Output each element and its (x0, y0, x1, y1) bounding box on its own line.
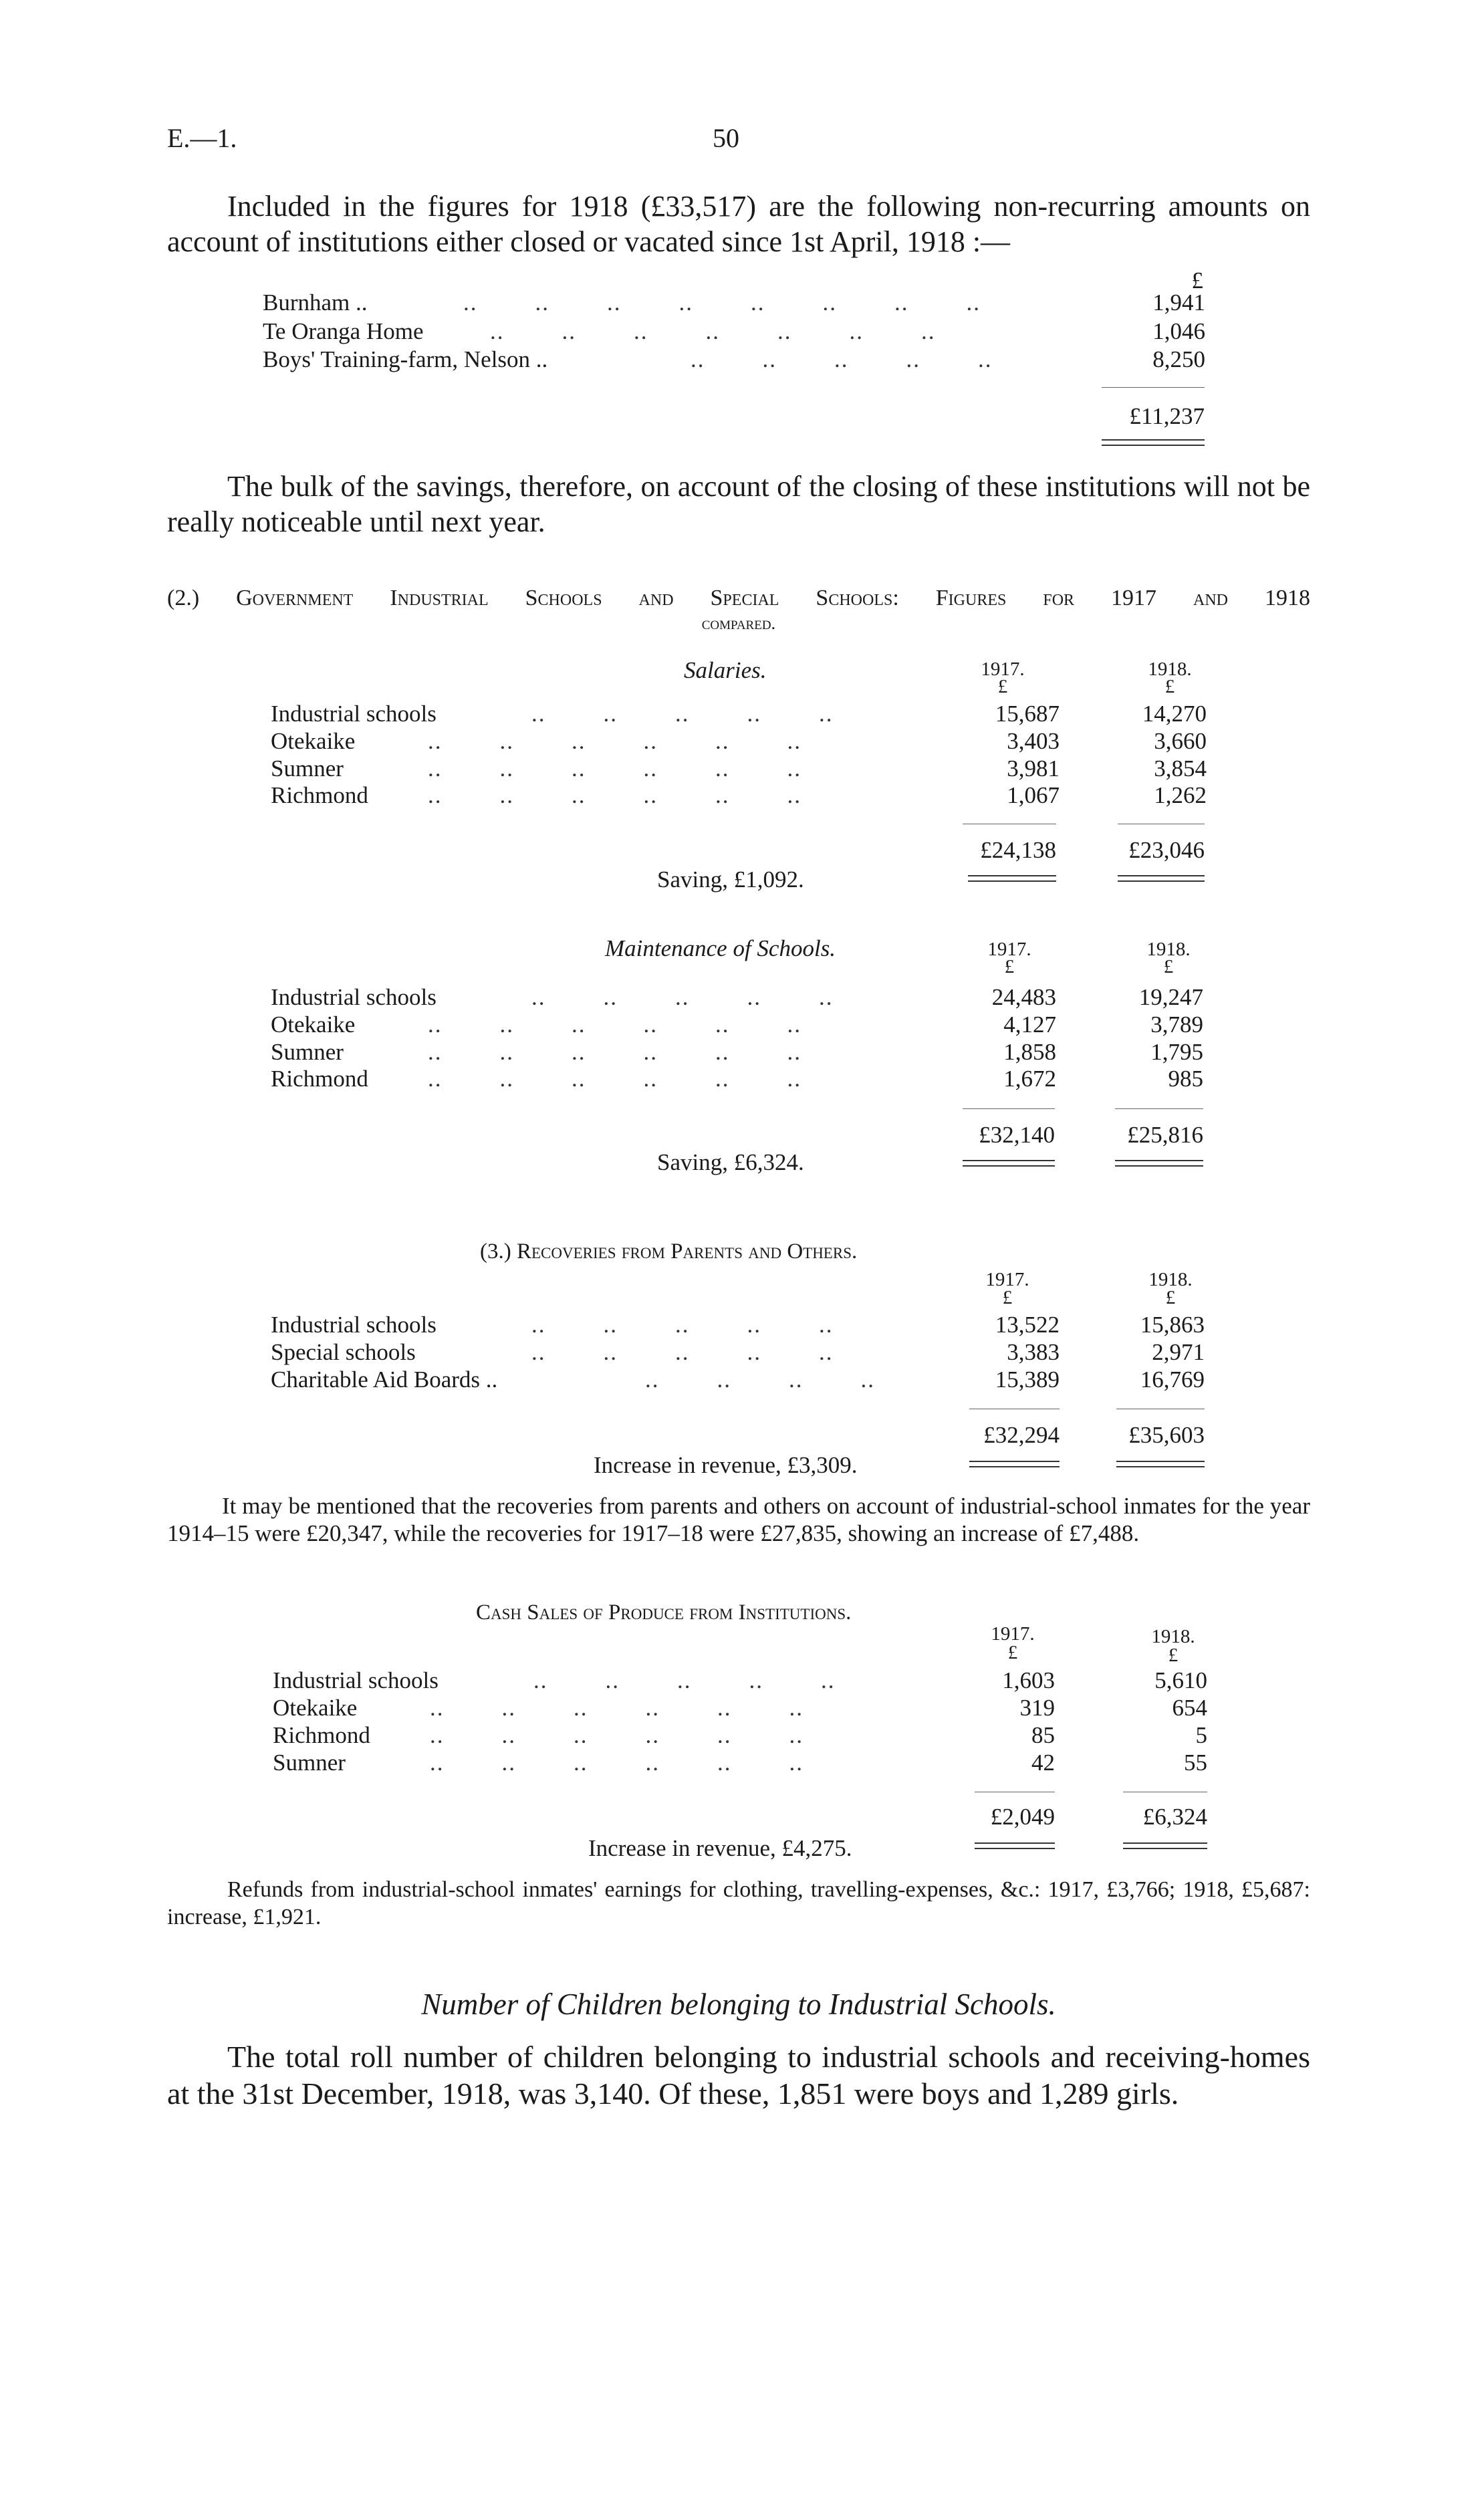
page-number: 50 (713, 123, 739, 153)
salaries-row: Otekaike .. .. .. .. .. .. 3,403 3,660 (271, 728, 1207, 754)
document-reference: E.—1. (167, 123, 237, 153)
maintenance-row: Otekaike .. .. .. .. .. .. 4,127 3,789 (271, 1011, 1203, 1038)
value-1917: 1,858 (1003, 1039, 1056, 1065)
value-1917: 3,403 (1007, 728, 1060, 754)
value-1917: 319 (1019, 1695, 1055, 1721)
row-label: Special schools (271, 1339, 416, 1365)
row-value: 1,941 (1152, 289, 1205, 316)
nonrecurring-row: Burnham .. .. .. .. .. .. .. .. .. 1,941 (263, 289, 1205, 316)
value-1918: 19,247 (1138, 984, 1203, 1010)
maintenance-row: Richmond .. .. .. .. .. .. 1,672 985 (271, 1066, 1203, 1092)
value-1917: 13,522 (995, 1312, 1060, 1338)
double-rule (975, 1842, 1055, 1849)
value-1917: 1,672 (1003, 1066, 1056, 1092)
value-1918: 3,660 (1154, 728, 1207, 754)
value-1917: 85 (1031, 1722, 1055, 1748)
maintenance-row: Sumner .. .. .. .. .. .. 1,858 1,795 (271, 1039, 1203, 1065)
maintenance-row: Industrial schools .. .. .. .. .. 24,483 19,247 (271, 984, 1203, 1010)
row-label: Richmond (273, 1722, 370, 1748)
value-1918: 1,795 (1150, 1039, 1203, 1065)
row-label: Sumner (271, 755, 344, 782)
salaries-total-1917: £24,138 (980, 837, 1056, 863)
value-1917: 3,383 (1007, 1339, 1060, 1365)
value-1917: 15,687 (995, 701, 1060, 727)
cur-1917: £ (997, 676, 1008, 697)
double-rule (963, 1160, 1055, 1167)
row-label: Industrial schools (271, 984, 437, 1010)
row-label: Richmond (271, 782, 368, 808)
cash-sales-total-1918: £6,324 (1142, 1804, 1207, 1830)
salaries-heading: Salaries. (684, 657, 767, 683)
col-1917: 1917. (985, 1269, 1029, 1290)
section3-title: (3.) Recoveries from Parents and Others. (480, 1239, 858, 1264)
value-1917: 3,981 (1007, 755, 1060, 782)
value-1918: 3,789 (1150, 1011, 1203, 1038)
maintenance-heading: Maintenance of Schools. (605, 935, 836, 961)
row-label: Industrial schools (273, 1667, 439, 1693)
double-rule (1118, 875, 1205, 882)
col-1917: 1917. (987, 939, 1031, 960)
row-label: Te Oranga Home (263, 318, 424, 344)
nonrecurring-row: Te Oranga Home .. .. .. .. .. .. .. 1,046 (263, 318, 1205, 344)
col-1918: 1918. (1148, 1269, 1193, 1290)
divider (1115, 1108, 1203, 1109)
cash-sales-row: Otekaike .. .. .. .. .. .. 319 654 (273, 1695, 1207, 1721)
cur-1917: £ (1002, 1287, 1013, 1308)
value-1918: 55 (1184, 1750, 1207, 1776)
row-label: Boys' Training-farm, Nelson .. (263, 346, 548, 372)
col-1918: 1918. (1148, 659, 1192, 680)
col-1917: 1917. (991, 1623, 1035, 1645)
value-1918: 654 (1172, 1695, 1207, 1721)
bulk-paragraph: The bulk of the savings, therefore, on account of the closing of these institutions will not be really noticeable until next year. (167, 470, 1310, 538)
row-label: Industrial schools (271, 1312, 437, 1338)
cur-1918: £ (1165, 1287, 1176, 1308)
cash-sales-increase: Increase in revenue, £4,275. (588, 1835, 852, 1861)
cur-1918: £ (1164, 676, 1175, 697)
row-label: Otekaike (271, 1011, 356, 1038)
cur-1917: £ (1004, 956, 1015, 977)
value-1918: 15,863 (1140, 1312, 1205, 1338)
value-1917: 24,483 (991, 984, 1056, 1010)
value-1918: 14,270 (1142, 701, 1207, 727)
value-1918: 5,610 (1154, 1667, 1207, 1693)
recoveries-total-1917: £32,294 (983, 1422, 1060, 1448)
cash-sales-row: Industrial schools .. .. .. .. .. 1,603 5,610 (273, 1667, 1207, 1693)
value-1917: 1,603 (1002, 1667, 1055, 1693)
cash-sales-row: Richmond .. .. .. .. .. .. 85 5 (273, 1722, 1207, 1748)
cash-sales-title: Cash Sales of Produce from Institutions. (476, 1600, 852, 1625)
value-1918: 16,769 (1140, 1366, 1205, 1393)
col-1918: 1918. (1151, 1626, 1195, 1647)
maintenance-total-1917: £32,140 (979, 1122, 1055, 1148)
row-label: Otekaike (273, 1695, 358, 1721)
row-label: Industrial schools (271, 701, 437, 727)
recoveries-paragraph: It may be mentioned that the recoveries from parents and others on account of industrial-school inmates for the year 1914–15 were £20,347, while the recoveries for 1917–18 were £27,835, showing an increase of £7,488. (167, 1493, 1310, 1546)
value-1917: 4,127 (1003, 1011, 1056, 1038)
salaries-saving: Saving, £1,092. (657, 866, 804, 892)
col-1917: 1917. (981, 659, 1025, 680)
double-rule (1116, 1461, 1205, 1467)
double-rule (1115, 1160, 1203, 1167)
cur-1917: £ (1007, 1642, 1018, 1663)
cash-sales-total-1917: £2,049 (990, 1804, 1055, 1830)
value-1917: 1,067 (1007, 782, 1060, 808)
refunds-paragraph: Refunds from industrial-school inmates' earnings for clothing, travelling-expenses, &c.: 1917, £3,766; 1918, £5,687: increase, £1,921. (167, 1877, 1310, 1929)
salaries-total-1918: £23,046 (1128, 837, 1205, 863)
row-label: Richmond (271, 1066, 368, 1092)
recoveries-increase: Increase in revenue, £3,309. (594, 1452, 858, 1478)
value-1918: 3,854 (1154, 755, 1207, 782)
salaries-row: Richmond .. .. .. .. .. .. 1,067 1,262 (271, 782, 1207, 808)
section2-title-continued: compared. (701, 613, 776, 633)
cash-sales-row: Sumner .. .. .. .. .. .. 42 55 (273, 1750, 1207, 1776)
recoveries-row: Charitable Aid Boards .. .. .. .. .. 15,389 16,769 (271, 1366, 1205, 1393)
col-1918: 1918. (1146, 939, 1191, 960)
recoveries-row: Special schools .. .. .. .. .. 3,383 2,971 (271, 1339, 1205, 1365)
cur-1918: £ (1168, 1645, 1179, 1666)
cur-1918: £ (1163, 956, 1174, 977)
children-paragraph: The total roll number of children belonging to industrial schools and receiving-homes at the 31st December, 1918, was 3,140. Of these, 1,851 were boys and 1,289 girls. (167, 2040, 1310, 2111)
value-1918: 5 (1195, 1722, 1207, 1748)
nonrecurring-total: £11,237 (1129, 403, 1205, 429)
row-value: 8,250 (1152, 346, 1205, 372)
row-label: Sumner (273, 1750, 346, 1776)
row-label: Charitable Aid Boards .. (271, 1366, 498, 1393)
recoveries-total-1918: £35,603 (1128, 1422, 1205, 1448)
row-label: Otekaike (271, 728, 356, 754)
value-1918: 2,971 (1152, 1339, 1205, 1365)
row-label: Burnham .. (263, 289, 368, 316)
row-label: Sumner (271, 1039, 344, 1065)
double-rule (969, 1461, 1060, 1467)
double-rule (1123, 1842, 1207, 1849)
intro-paragraph: Included in the figures for 1918 (£33,517) are the following non-recurring amounts on account of institutions either closed or vacated since 1st April, 1918 :— (167, 190, 1310, 258)
divider (963, 1108, 1055, 1109)
double-rule (1102, 439, 1205, 446)
children-heading: Number of Children belonging to Industrial Schools. (421, 1988, 1056, 2021)
double-rule (968, 875, 1056, 882)
row-value: 1,046 (1152, 318, 1205, 344)
nonrecurring-row: Boys' Training-farm, Nelson .. .. .. .. .. .. 8,250 (263, 346, 1205, 372)
value-1917: 15,389 (995, 1366, 1060, 1393)
value-1918: 1,262 (1154, 782, 1207, 808)
nonrecurring-currency: £ (1191, 267, 1203, 293)
salaries-row: Sumner .. .. .. .. .. .. 3,981 3,854 (271, 755, 1207, 782)
salaries-row: Industrial schools .. .. .. .. .. 15,687 14,270 (271, 701, 1207, 727)
section2-title: (2.) Government Industrial Schools and Special Schools: Figures for 1917 and 1918 (167, 586, 1310, 610)
maintenance-total-1918: £25,816 (1127, 1122, 1203, 1148)
maintenance-saving: Saving, £6,324. (657, 1149, 804, 1175)
value-1918: 985 (1168, 1066, 1203, 1092)
divider (1102, 387, 1205, 388)
value-1917: 42 (1031, 1750, 1055, 1776)
recoveries-row: Industrial schools .. .. .. .. .. 13,522 15,863 (271, 1312, 1205, 1338)
